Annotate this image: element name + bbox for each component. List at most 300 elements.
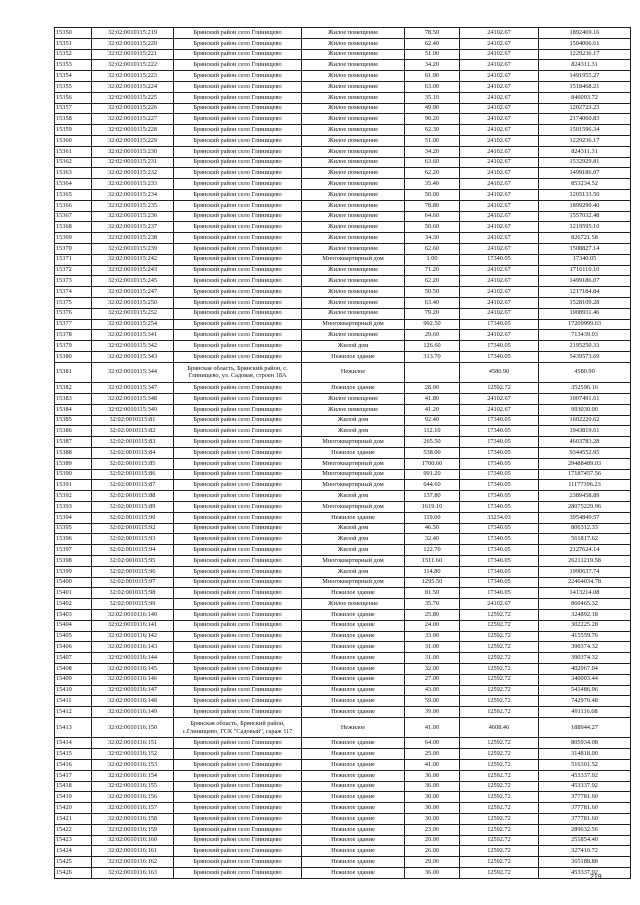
cadastral-number-cell: 32:02:0010116:160 [92,835,174,846]
cadastral-value-cell: 1508827.14 [539,243,631,254]
unit-value-cell: 12592.72 [460,685,539,696]
table-row [55,599,631,610]
object-type-cell: Жилое помещение [302,179,405,190]
address-cell: Брянский район село Глинищево [174,738,302,749]
area-cell: 644.60 [405,480,460,491]
object-type-cell: Нежилое здание [302,857,405,868]
object-type-cell: Нежилое здание [302,642,405,653]
table-row [55,685,631,696]
cadastral-number-cell: 32:02:0010115:232 [92,168,174,179]
address-cell: Брянский район село Глинищево [174,469,302,480]
table-row [55,222,631,233]
area-cell: 34.20 [405,146,460,157]
table-row [55,233,631,244]
object-type-cell: Нежилое здание [302,792,405,803]
cadastral-number-cell: 32:02:0010115:92 [92,523,174,534]
cadastral-value-cell: 805934.08 [539,738,631,749]
row-number-cell: 15354 [55,71,92,82]
area-cell: 32.00 [405,663,460,674]
cadastral-value-cell: 415559.76 [539,631,631,642]
address-cell: Брянский район село Глинищево [174,760,302,771]
address-cell: Брянский район село Глинищево [174,857,302,868]
cadastral-number-cell: 32:02:0010115:342 [92,341,174,352]
row-number-cell: 15378 [55,330,92,341]
cadastral-value-cell: 824311.31 [539,60,631,71]
address-cell: Брянский район село Глинищево [174,685,302,696]
unit-value-cell: 17340.05 [460,351,539,362]
table-row [55,426,631,437]
cadastral-value-cell: 289632.56 [539,824,631,835]
cadastral-value-cell: 824311.31 [539,146,631,157]
cadastral-number-cell: 32:02:0010115:97 [92,577,174,588]
area-cell: 41.00 [405,717,460,738]
address-cell: Брянский район село Глинищево [174,458,302,469]
row-number-cell: 15414 [55,738,92,749]
address-cell: Брянский район село Глинищево [174,265,302,276]
cadastral-number-cell: 32:02:0010115:236 [92,211,174,222]
unit-value-cell: 12592.72 [460,674,539,685]
table-row [55,351,631,362]
address-cell: Брянский район село Глинищево [174,276,302,287]
cadastral-number-cell: 32:02:0010115:89 [92,501,174,512]
cadastral-value-cell: 1532929.81 [539,157,631,168]
address-cell: Брянский район село Глинищево [174,555,302,566]
row-number-cell: 15417 [55,770,92,781]
address-cell: Брянский район село Глинищево [174,351,302,362]
cadastral-value-cell: 2127624.14 [539,545,631,556]
object-type-cell: Многоквартирный дом [302,501,405,512]
unit-value-cell: 12592.72 [460,846,539,857]
cadastral-number-cell: 32:02:0010115:222 [92,60,174,71]
unit-value-cell: 24102.67 [460,157,539,168]
row-number-cell: 15400 [55,577,92,588]
object-type-cell: Нежилое здание [302,351,405,362]
area-cell: 64.00 [405,738,460,749]
unit-value-cell: 24102.67 [460,168,539,179]
table-row [55,330,631,341]
table-row [55,60,631,71]
area-cell: 991.20 [405,469,460,480]
unit-value-cell: 12592.72 [460,663,539,674]
area-cell: 313.70 [405,351,460,362]
address-cell: Брянский район село Глинищево [174,696,302,707]
address-cell: Брянский район село Глинищево [174,319,302,330]
cadastral-value-cell: 1217184.84 [539,287,631,298]
unit-value-cell: 24102.67 [460,28,539,39]
row-number-cell: 15399 [55,566,92,577]
table-row [55,609,631,620]
cadastral-value-cell: 1413214.08 [539,588,631,599]
cadastral-number-cell: 32:02:0010115:234 [92,189,174,200]
table-row [55,81,631,92]
address-cell: Брянский район село Глинищево [174,545,302,556]
row-number-cell: 15360 [55,135,92,146]
table-row [55,92,631,103]
area-cell: 81.50 [405,588,460,599]
cadastral-value-cell: 314818.00 [539,749,631,760]
cadastral-number-cell: 32:02:0010115:242 [92,254,174,265]
address-cell: Брянский район село Глинищево [174,135,302,146]
cadastral-number-cell: 32:02:0010115:238 [92,233,174,244]
row-number-cell: 15367 [55,211,92,222]
table-row [55,179,631,190]
cadastral-value-cell: 491116.08 [539,707,631,718]
address-cell: Брянский район село Глинищево [174,341,302,352]
cadastral-number-cell: 32:02:0010116:147 [92,685,174,696]
address-cell: Брянский район село Глинищево [174,200,302,211]
cadastral-value-cell: 4580.90 [539,362,631,383]
cadastral-number-cell: 32:02:0010116:157 [92,803,174,814]
address-cell: Брянский район село Глинищево [174,426,302,437]
cadastral-number-cell: 32:02:0010116:158 [92,813,174,824]
area-cell: 24.00 [405,620,460,631]
cadastral-value-cell: 22464034.78 [539,577,631,588]
object-type-cell: Многоквартирный дом [302,254,405,265]
area-cell: 62.40 [405,38,460,49]
table-row [55,71,631,82]
table-row [55,523,631,534]
area-cell: 1511.60 [405,555,460,566]
object-type-cell: Жилое помещение [302,168,405,179]
object-type-cell: Нежилое здание [302,781,405,792]
table-row [55,663,631,674]
row-number-cell: 15409 [55,674,92,685]
unit-value-cell: 17340.05 [460,566,539,577]
cadastral-number-cell: 32:02:0010115:235 [92,200,174,211]
address-cell: Брянский район село Глинищево [174,663,302,674]
row-number-cell: 15387 [55,437,92,448]
row-number-cell: 15401 [55,588,92,599]
unit-value-cell: 12592.72 [460,781,539,792]
unit-value-cell: 17340.05 [460,415,539,426]
unit-value-cell: 24102.67 [460,103,539,114]
table-row [55,276,631,287]
table-row [55,394,631,405]
row-number-cell: 15363 [55,168,92,179]
unit-value-cell: 4580.90 [460,362,539,383]
object-type-cell: Жилое помещение [302,211,405,222]
area-cell: 1.00 [405,254,460,265]
row-number-cell: 15402 [55,599,92,610]
unit-value-cell: 24102.67 [460,114,539,125]
unit-value-cell: 24102.67 [460,189,539,200]
address-cell: Брянский район село Глинищево [174,523,302,534]
object-type-cell: Жилой дом [302,523,405,534]
area-cell: 25.80 [405,609,460,620]
area-cell: 50.60 [405,222,460,233]
row-number-cell: 15403 [55,609,92,620]
table-row [55,287,631,298]
object-type-cell: Нежилое здание [302,824,405,835]
table-row [55,341,631,352]
cadastral-value-cell: 742970.48 [539,696,631,707]
table-row [55,458,631,469]
unit-value-cell: 12592.72 [460,642,539,653]
address-cell: Брянский район село Глинищево [174,297,302,308]
cadastral-value-cell: 9344552.95 [539,447,631,458]
area-cell: 35.10 [405,92,460,103]
area-cell: 114.80 [405,566,460,577]
unit-value-cell: 24102.67 [460,200,539,211]
row-number-cell: 15420 [55,803,92,814]
cadastral-number-cell: 32:02:0010115:341 [92,330,174,341]
object-type-cell: Жилое помещение [302,125,405,136]
area-cell: 92.40 [405,415,460,426]
cadastral-number-cell: 32:02:0010116:161 [92,846,174,857]
object-type-cell: Нежилое здание [302,803,405,814]
cadastral-number-cell: 32:02:0010116:162 [92,857,174,868]
address-cell: Брянский район село Глинищево [174,620,302,631]
cadastral-number-cell: 32:02:0010116:155 [92,781,174,792]
cadastral-value-cell: 1499186.07 [539,276,631,287]
cadastral-value-cell: 2174060.83 [539,114,631,125]
unit-value-cell: 17340.05 [460,534,539,545]
address-cell: Брянский район село Глинищево [174,867,302,878]
address-cell: Брянский район село Глинищево [174,404,302,415]
row-number-cell: 15411 [55,696,92,707]
area-cell: 46.50 [405,523,460,534]
cadastral-number-cell: 32:02:0010115:84 [92,447,174,458]
cadastral-value-cell: 377781.60 [539,792,631,803]
address-cell: Брянский район село Глинищево [174,415,302,426]
unit-value-cell: 24102.67 [460,330,539,341]
object-type-cell: Жилое помещение [302,276,405,287]
table-row [55,534,631,545]
address-cell: Брянский район село Глинищево [174,674,302,685]
cadastral-value-cell: 1892469.16 [539,28,631,39]
address-cell: Брянский район село Глинищево [174,189,302,200]
cadastral-value-cell: 1943819.61 [539,426,631,437]
object-type-cell: Многоквартирный дом [302,577,405,588]
cadastral-value-cell: 2389458.89 [539,491,631,502]
table-row [55,157,631,168]
address-cell: Брянский район село Глинищево [174,243,302,254]
area-cell: 61.90 [405,71,460,82]
cadastral-number-cell: 32:02:0010115:239 [92,243,174,254]
row-number-cell: 15359 [55,125,92,136]
address-cell: Брянский район село Глинищево [174,179,302,190]
row-number-cell: 15388 [55,447,92,458]
area-cell: 62.30 [405,125,460,136]
cadastral-number-cell: 32:02:0010115:94 [92,545,174,556]
address-cell: Брянский район село Глинищево [174,49,302,60]
object-type-cell: Нежилое здание [302,588,405,599]
area-cell: 71.20 [405,265,460,276]
table-row [55,146,631,157]
cadastral-value-cell: 340003.44 [539,674,631,685]
object-type-cell: Жилое помещение [302,287,405,298]
object-type-cell: Жилое помещение [302,297,405,308]
cadastral-value-cell: 377781.60 [539,813,631,824]
row-number-cell: 15350 [55,28,92,39]
address-cell: Брянский район село Глинищево [174,437,302,448]
table-row [55,211,631,222]
address-cell: Брянский район село Глинищево [174,383,302,394]
row-number-cell: 15358 [55,114,92,125]
area-cell: 265.50 [405,437,460,448]
object-type-cell: Многоквартирный дом [302,480,405,491]
row-number-cell: 15413 [55,717,92,738]
area-cell: 1295.50 [405,577,460,588]
cadastral-value-cell: 1229236.17 [539,49,631,60]
cadastral-value-cell: 1518468.21 [539,81,631,92]
cadastral-value-table [54,27,631,879]
row-number-cell: 15352 [55,49,92,60]
object-type-cell: Жилое помещение [302,233,405,244]
cadastral-number-cell: 32:02:0010115:99 [92,599,174,610]
cadastral-number-cell: 32:02:0010116:145 [92,663,174,674]
cadastral-number-cell: 32:02:0010115:348 [92,394,174,405]
cadastral-value-cell: 1602220.62 [539,415,631,426]
address-cell: Брянский район село Глинищево [174,770,302,781]
row-number-cell: 15394 [55,512,92,523]
cadastral-value-cell: 17340.05 [539,254,631,265]
cadastral-number-cell: 32:02:0010115:252 [92,308,174,319]
table-row [55,770,631,781]
cadastral-value-cell: 402967.04 [539,663,631,674]
table-row [55,631,631,642]
object-type-cell: Нежилое здание [302,738,405,749]
object-type-cell: Жилое помещение [302,157,405,168]
object-type-cell: Жилой дом [302,426,405,437]
area-cell: 78.80 [405,200,460,211]
row-number-cell: 15362 [55,157,92,168]
unit-value-cell: 17340.05 [460,577,539,588]
cadastral-value-cell: 453337.92 [539,770,631,781]
object-type-cell: Жилое помещение [302,599,405,610]
cadastral-value-cell: 806312.33 [539,523,631,534]
cadastral-number-cell: 32:02:0010115:347 [92,383,174,394]
object-type-cell: Нежилое здание [302,631,405,642]
cadastral-number-cell: 32:02:0010116:156 [92,792,174,803]
address-cell: Брянский район село Глинищево [174,480,302,491]
object-type-cell: Жилое помещение [302,189,405,200]
cadastral-value-cell: 1908931.46 [539,308,631,319]
row-number-cell: 15366 [55,200,92,211]
area-cell: 49.90 [405,103,460,114]
row-number-cell: 15377 [55,319,92,330]
cadastral-value-cell: 11177396.23 [539,480,631,491]
page-number: 219 [590,874,602,881]
area-cell: 112.10 [405,426,460,437]
cadastral-value-cell: 390374.32 [539,653,631,664]
address-cell: Брянский район село Глинищево [174,233,302,244]
area-cell: 122.70 [405,545,460,556]
cadastral-number-cell: 32:02:0010115:88 [92,491,174,502]
area-cell: 30.00 [405,813,460,824]
row-number-cell: 15386 [55,426,92,437]
cadastral-value-cell: 1899290.40 [539,200,631,211]
table-row [55,545,631,556]
unit-value-cell: 12592.72 [460,867,539,878]
object-type-cell: Нежилое здание [302,867,405,878]
object-type-cell: Нежилое здание [302,749,405,760]
table-row [55,653,631,664]
object-type-cell: Нежилое здание [302,770,405,781]
object-type-cell: Жилой дом [302,491,405,502]
unit-value-cell: 24102.67 [460,49,539,60]
cadastral-value-cell: 1501596.34 [539,125,631,136]
area-cell: 36.00 [405,781,460,792]
object-type-cell: Нежилое здание [302,707,405,718]
address-cell: Брянский район село Глинищево [174,707,302,718]
row-number-cell: 15426 [55,867,92,878]
unit-value-cell: 24102.67 [460,60,539,71]
table-row [55,707,631,718]
unit-value-cell: 17340.05 [460,469,539,480]
object-type-cell: Многоквартирный дом [302,319,405,330]
cadastral-value-cell: 1716110.10 [539,265,631,276]
object-type-cell: Жилое помещение [302,81,405,92]
address-cell: Брянский район село Глинищево [174,287,302,298]
address-cell: Брянский район село Глинищево [174,846,302,857]
address-cell: Брянский район село Глинищево [174,38,302,49]
cadastral-number-cell: 32:02:0010115:86 [92,469,174,480]
area-cell: 992.50 [405,319,460,330]
cadastral-number-cell: 32:02:0010116:153 [92,760,174,771]
cadastral-number-cell: 32:02:0010115:95 [92,555,174,566]
row-number-cell: 15351 [55,38,92,49]
object-type-cell: Жилой дом [302,534,405,545]
cadastral-number-cell: 32:02:0010115:87 [92,480,174,491]
table-row [55,437,631,448]
row-number-cell: 15395 [55,523,92,534]
table-row [55,319,631,330]
address-cell: Брянский район село Глинищево [174,28,302,39]
area-cell: 36.00 [405,867,460,878]
address-cell: Брянский район село Глинищево [174,813,302,824]
cadastral-number-cell: 32:02:0010115:83 [92,437,174,448]
cadastral-value-cell: 1528109.28 [539,297,631,308]
unit-value-cell: 24102.67 [460,287,539,298]
cadastral-number-cell: 32:02:0010116:140 [92,609,174,620]
area-cell: 119.00 [405,512,460,523]
table-row [55,383,631,394]
address-cell: Брянский район село Глинищево [174,781,302,792]
unit-value-cell: 17340.05 [460,545,539,556]
row-number-cell: 15370 [55,243,92,254]
row-number-cell: 15374 [55,287,92,298]
cadastral-value-cell: 1491955.27 [539,71,631,82]
row-number-cell: 15357 [55,103,92,114]
table-row [55,200,631,211]
row-number-cell: 15384 [55,404,92,415]
unit-value-cell: 24102.67 [460,297,539,308]
address-cell: Брянский район село Глинищево [174,501,302,512]
row-number-cell: 15391 [55,480,92,491]
area-cell [405,362,460,383]
cadastral-value-cell: 516301.52 [539,760,631,771]
cadastral-value-cell: 453337.92 [539,867,631,878]
row-number-cell: 15423 [55,835,92,846]
area-cell: 126.60 [405,341,460,352]
row-number-cell: 15421 [55,813,92,824]
unit-value-cell: 12592.72 [460,653,539,664]
table-row [55,867,631,878]
address-cell: Брянский район село Глинищево [174,792,302,803]
cadastral-number-cell: 32:02:0010115:229 [92,135,174,146]
area-cell: 51.00 [405,49,460,60]
cadastral-value-cell: 1499186.07 [539,168,631,179]
cadastral-value-cell: 352596.16 [539,383,631,394]
row-number-cell: 15398 [55,555,92,566]
cadastral-value-cell: 826721.58 [539,233,631,244]
object-type-cell: Жилое помещение [302,49,405,60]
area-cell: 32.40 [405,534,460,545]
cadastral-value-cell: 713439.03 [539,330,631,341]
cadastral-number-cell: 32:02:0010115:228 [92,125,174,136]
area-cell: 35.40 [405,179,460,190]
